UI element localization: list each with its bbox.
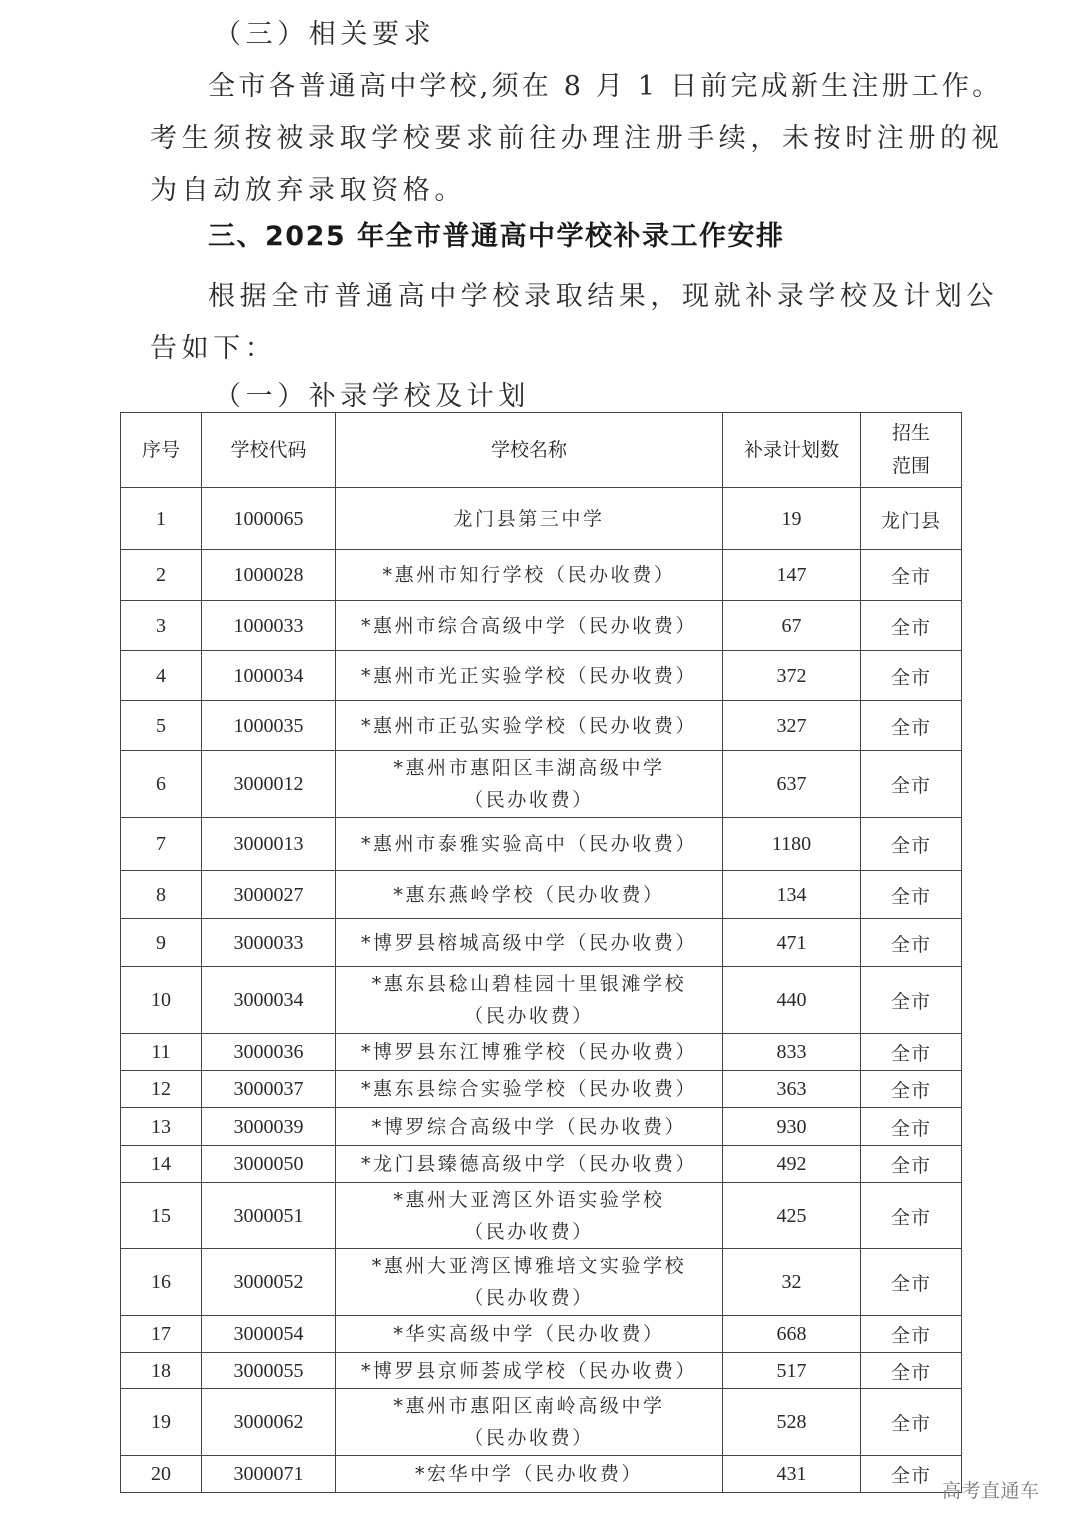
- table-row: [121, 1249, 962, 1316]
- cell-school-name: [336, 488, 723, 550]
- cell-enrollment-scope: 全市: [861, 1183, 962, 1249]
- cell-school-name: [336, 651, 723, 701]
- cell-school-name: [336, 550, 723, 601]
- header-school-code: 学校代码: [202, 413, 336, 488]
- table-row: [121, 550, 962, 601]
- cell-plan-count: 930: [723, 1108, 861, 1146]
- cell-plan-count: 517: [723, 1353, 861, 1389]
- cell-plan-count: 32: [723, 1249, 861, 1316]
- school-name-line-2: （民办收费）: [464, 789, 594, 811]
- cell-plan-count: 327: [723, 701, 861, 751]
- table-row: [121, 1456, 962, 1493]
- cell-enrollment-scope: 全市: [861, 751, 962, 818]
- cell-index: 14: [121, 1146, 202, 1183]
- cell-index: 11: [121, 1034, 202, 1071]
- school-name-line-1: *惠州大亚湾区博雅培文实验学校: [371, 1255, 687, 1277]
- cell-school-code: 3000052: [202, 1249, 336, 1316]
- cell-school-code: 3000062: [202, 1389, 336, 1456]
- cell-plan-count: 372: [723, 651, 861, 701]
- school-name-line-1: *惠州大亚湾区外语实验学校: [393, 1188, 665, 1211]
- cell-school-code: 3000034: [202, 967, 336, 1034]
- cell-enrollment-scope: 龙门县: [861, 488, 962, 550]
- cell-school-name: [336, 871, 723, 919]
- cell-school-name: [336, 1034, 723, 1071]
- school-name-line-1: *博罗县京师荟成学校（民办收费）: [360, 1359, 698, 1382]
- cell-plan-count: 492: [723, 1146, 861, 1183]
- subsection-title-requirements: （三）相关要求: [214, 19, 436, 50]
- table-row: [121, 1146, 962, 1183]
- school-name-line-1: *华实高级中学（民办收费）: [393, 1323, 665, 1345]
- table-row: [121, 871, 962, 919]
- cell-plan-count: 833: [723, 1034, 861, 1071]
- cell-index: 12: [121, 1071, 202, 1108]
- section-heading-supplementary-admission: 三、2025 年全市普通高中学校补录工作安排: [208, 221, 785, 252]
- cell-plan-count: 67: [723, 601, 861, 651]
- cell-school-code: 3000033: [202, 919, 336, 967]
- table-row: [121, 1108, 962, 1146]
- watermark: 高考直通车: [942, 1480, 1040, 1502]
- cell-index: 9: [121, 919, 202, 967]
- table-row: [121, 701, 962, 751]
- school-name-line-1: *惠州市惠阳区丰湖高级中学: [393, 757, 665, 779]
- table-row: [121, 1316, 962, 1353]
- school-name-line-1: *惠东县稔山碧桂园十里银滩学校: [371, 973, 687, 995]
- paragraph-registration-line-2: 考生须按被录取学校要求前往办理注册手续，未按时注册的视: [150, 123, 1004, 154]
- table-row: [121, 651, 962, 701]
- cell-school-code: 3000071: [202, 1456, 336, 1493]
- header-scope-line-1: 招生: [891, 422, 930, 444]
- table-header-row: [121, 413, 962, 488]
- cell-enrollment-scope: 全市: [861, 1249, 962, 1316]
- cell-school-name: [336, 1389, 723, 1456]
- table-row: [121, 601, 962, 651]
- cell-index: 7: [121, 818, 202, 871]
- school-name-line-1: *惠东燕岭学校（民办收费）: [393, 883, 665, 906]
- cell-index: 17: [121, 1316, 202, 1353]
- cell-school-name: [336, 601, 723, 651]
- cell-enrollment-scope: 全市: [861, 550, 962, 601]
- cell-index: 5: [121, 701, 202, 751]
- table-row: [121, 751, 962, 818]
- cell-school-code: 1000035: [202, 701, 336, 751]
- school-name-line-1: *惠州市综合高级中学（民办收费）: [360, 614, 698, 637]
- school-name-line-1: *博罗县榕城高级中学（民办收费）: [360, 931, 698, 954]
- cell-enrollment-scope: 全市: [861, 651, 962, 701]
- cell-school-name: [336, 1249, 723, 1316]
- cell-index: 15: [121, 1183, 202, 1249]
- table-row: [121, 1353, 962, 1389]
- school-name-line-1: *博罗综合高级中学（民办收费）: [371, 1115, 687, 1138]
- cell-enrollment-scope: 全市: [861, 919, 962, 967]
- school-name-line-1: 龙门县第三中学: [453, 507, 605, 530]
- cell-school-code: 1000028: [202, 550, 336, 601]
- cell-plan-count: 431: [723, 1456, 861, 1493]
- subsection-title-schools-and-plans: （一）补录学校及计划: [214, 381, 530, 412]
- header-index: 序号: [121, 413, 202, 488]
- cell-enrollment-scope: 全市: [861, 818, 962, 871]
- cell-school-name: [336, 818, 723, 871]
- cell-school-code: 1000065: [202, 488, 336, 550]
- cell-plan-count: 668: [723, 1316, 861, 1353]
- cell-enrollment-scope: 全市: [861, 1034, 962, 1071]
- cell-enrollment-scope: 全市: [861, 601, 962, 651]
- paragraph-registration-line-1: 全市各普通高中学校,须在 8 月 1 日前完成新生注册工作。: [208, 71, 1003, 102]
- cell-enrollment-scope: 全市: [861, 967, 962, 1034]
- cell-plan-count: 440: [723, 967, 861, 1034]
- cell-plan-count: 134: [723, 871, 861, 919]
- cell-school-name: [336, 701, 723, 751]
- table-row: [121, 818, 962, 871]
- cell-index: 19: [121, 1389, 202, 1456]
- school-name-line-1: *惠州市惠阳区南岭高级中学: [393, 1395, 665, 1417]
- cell-school-code: 3000037: [202, 1071, 336, 1108]
- cell-enrollment-scope: 全市: [861, 1389, 962, 1456]
- school-name-line-1: *博罗县东江博雅学校（民办收费）: [360, 1041, 698, 1063]
- cell-index: 1: [121, 488, 202, 550]
- cell-school-name: [336, 1183, 723, 1249]
- cell-school-code: 1000033: [202, 601, 336, 651]
- table-row: [121, 1034, 962, 1071]
- cell-school-name: [336, 919, 723, 967]
- cell-index: 2: [121, 550, 202, 601]
- cell-index: 4: [121, 651, 202, 701]
- cell-school-code: 3000050: [202, 1146, 336, 1183]
- cell-school-code: 3000054: [202, 1316, 336, 1353]
- cell-school-name: [336, 751, 723, 818]
- supplementary-admission-table: [120, 412, 962, 1493]
- cell-school-name: [336, 1071, 723, 1108]
- cell-enrollment-scope: 全市: [861, 1316, 962, 1353]
- cell-enrollment-scope: 全市: [861, 871, 962, 919]
- cell-plan-count: 1180: [723, 818, 861, 871]
- school-name-line-1: *惠州市光正实验学校（民办收费）: [360, 664, 698, 687]
- cell-plan-count: 363: [723, 1071, 861, 1108]
- cell-school-code: 1000034: [202, 651, 336, 701]
- table-row: [121, 919, 962, 967]
- table-row: [121, 1071, 962, 1108]
- paragraph-announcement-line-2: 告如下：: [150, 333, 277, 364]
- cell-enrollment-scope: 全市: [861, 1071, 962, 1108]
- cell-plan-count: 147: [723, 550, 861, 601]
- school-name-line-1: *宏华中学（民办收费）: [414, 1463, 644, 1485]
- cell-index: 20: [121, 1456, 202, 1493]
- cell-index: 13: [121, 1108, 202, 1146]
- cell-index: 3: [121, 601, 202, 651]
- cell-enrollment-scope: 全市: [861, 1353, 962, 1389]
- cell-plan-count: 425: [723, 1183, 861, 1249]
- cell-index: 10: [121, 967, 202, 1034]
- cell-index: 8: [121, 871, 202, 919]
- cell-school-code: 3000036: [202, 1034, 336, 1071]
- table-row: [121, 1183, 962, 1249]
- header-plan-count: 补录计划数: [723, 413, 861, 488]
- cell-school-name: [336, 1456, 723, 1493]
- school-name-line-1: *惠州市知行学校（民办收费）: [382, 564, 676, 586]
- cell-school-code: 3000039: [202, 1108, 336, 1146]
- cell-school-name: [336, 1353, 723, 1389]
- header-enrollment-scope: [861, 413, 962, 488]
- school-name-line-1: *龙门县臻德高级中学（民办收费）: [360, 1153, 698, 1175]
- header-scope-line-2: 范围: [891, 455, 930, 477]
- cell-plan-count: 19: [723, 488, 861, 550]
- cell-school-name: [336, 1316, 723, 1353]
- cell-index: 16: [121, 1249, 202, 1316]
- table-row: [121, 967, 962, 1034]
- school-name-line-1: *惠州市泰雅实验高中（民办收费）: [360, 833, 698, 855]
- cell-school-code: 3000027: [202, 871, 336, 919]
- school-name-line-2: （民办收费）: [464, 1287, 594, 1309]
- school-name-line-1: *惠东县综合实验学校（民办收费）: [360, 1078, 698, 1100]
- paragraph-announcement-line-1: 根据全市普通高中学校录取结果，现就补录学校及计划公: [208, 281, 998, 312]
- school-name-line-1: *惠州市正弘实验学校（民办收费）: [360, 714, 698, 737]
- cell-school-name: [336, 967, 723, 1034]
- paragraph-registration-line-3: 为自动放弃录取资格。: [150, 175, 466, 206]
- cell-school-name: [336, 1108, 723, 1146]
- cell-index: 18: [121, 1353, 202, 1389]
- cell-school-code: 3000013: [202, 818, 336, 871]
- header-school-name: 学校名称: [336, 413, 723, 488]
- school-name-line-2: （民办收费）: [464, 1427, 594, 1449]
- cell-enrollment-scope: 全市: [861, 701, 962, 751]
- cell-school-code: 3000012: [202, 751, 336, 818]
- cell-school-name: [336, 1146, 723, 1183]
- table-row: [121, 1389, 962, 1456]
- cell-school-code: 3000051: [202, 1183, 336, 1249]
- cell-plan-count: 528: [723, 1389, 861, 1456]
- table-row: [121, 488, 962, 550]
- cell-index: 6: [121, 751, 202, 818]
- cell-enrollment-scope: 全市: [861, 1108, 962, 1146]
- school-name-line-2: （民办收费）: [464, 1005, 594, 1027]
- cell-plan-count: 471: [723, 919, 861, 967]
- cell-enrollment-scope: 全市: [861, 1456, 962, 1493]
- cell-enrollment-scope: 全市: [861, 1146, 962, 1183]
- school-name-line-2: （民办收费）: [464, 1220, 594, 1243]
- cell-plan-count: 637: [723, 751, 861, 818]
- cell-school-code: 3000055: [202, 1353, 336, 1389]
